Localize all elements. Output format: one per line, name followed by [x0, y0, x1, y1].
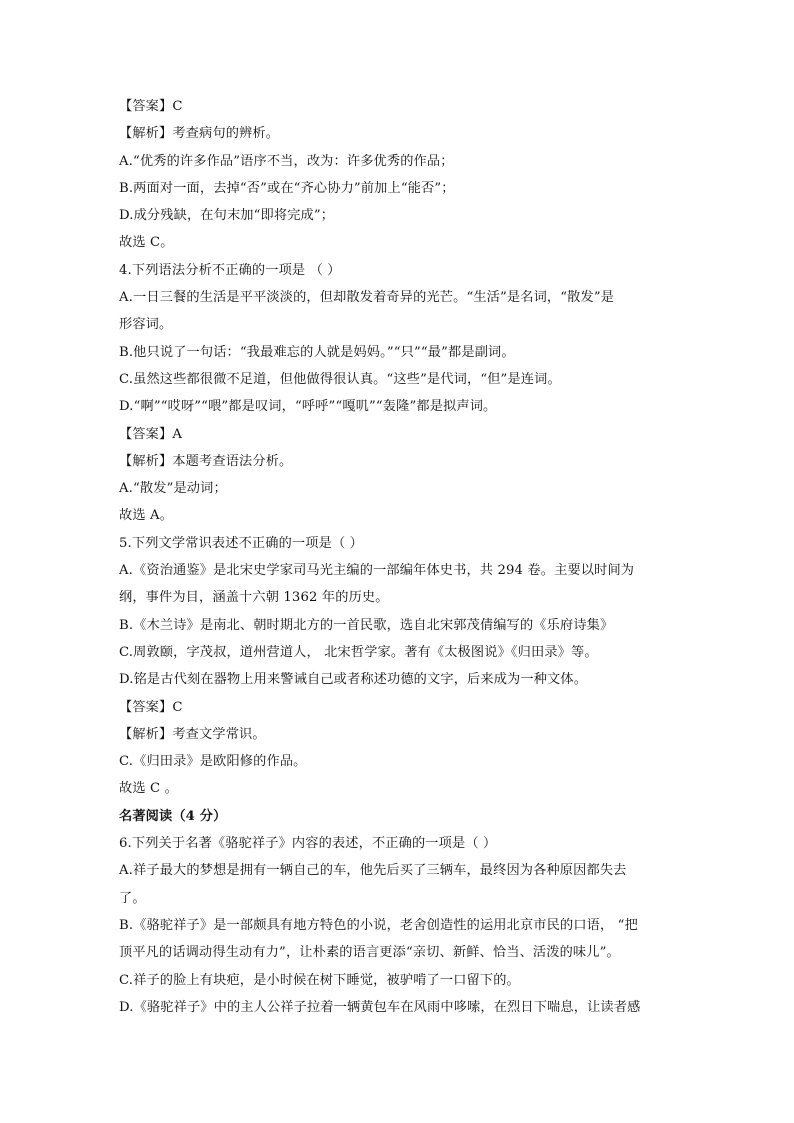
text-line: A.《资治通鉴》是北宋史学家司马光主编的一部编年体史书，共 294 卷。主要以时间为: [119, 563, 635, 579]
text-line: A.一日三餐的生活是平平淡淡的，但却散发着奇异的光芒。“生活”是名词，“散发”是: [119, 290, 615, 306]
text-line: 了。: [119, 890, 146, 906]
text-line: 6.下列关于名著《骆驼祥子》内容的表述，不正确的一项是（ ）: [119, 836, 497, 852]
text-line: D.成分残缺，在句末加“即将完成”；: [119, 208, 335, 224]
text-line: 5.下列文学常识表述不正确的一项是（ ）: [119, 535, 363, 551]
text-line: A.“优秀的许多作品”语序不当，改为：许多优秀的作品；: [119, 153, 454, 169]
section-heading: 名著阅读（4 分）: [119, 808, 227, 824]
text-line: 【解析】本题考查语法分析。: [119, 453, 293, 469]
text-line: 【解析】考查病句的辨析。: [119, 126, 280, 142]
text-line: 故选 C 。: [119, 781, 178, 797]
text-line: B.《骆驼祥子》是一部颇具有地方特色的小说，老舍创造性的运用北京市民的口语， “把: [119, 917, 638, 933]
text-line: 【解析】考查文学常识。: [119, 726, 266, 742]
text-line: D.“啊”“哎呀”“喂”都是叹词，“呼呼”“嘎叽”“轰隆”都是拟声词。: [119, 399, 497, 415]
text-line: 4.下列语法分析不正确的一项是 （ ）: [119, 262, 341, 278]
text-line: C.周敦颐，字茂叔，道州营道人， 北宋哲学家。著有《太极图说》《归田录》等。: [119, 644, 598, 660]
text-line: 【答案】C: [119, 99, 183, 114]
text-line: A.“散发”是动词；: [119, 481, 227, 497]
document-page: [119, 93, 679, 1021]
text-line: 【答案】A: [119, 426, 183, 442]
text-line: D.铭是古代刻在器物上用来警诫自己或者称述功德的文字，后来成为一种文体。: [119, 672, 588, 688]
text-line: C.祥子的脸上有块疤，是小时候在树下睡觉，被驴啃了一口留下的。: [119, 972, 520, 988]
text-line: C.虽然这些都很微不足道，但他做得很认真。“这些”是代词，“但”是连词。: [119, 371, 561, 387]
text-line: B.两面对一面，去掉“否”或在“齐心协力”前加上“能否”；: [119, 180, 455, 196]
text-line: 【答案】C: [119, 699, 183, 715]
text-line: 顶平凡的话调动得生动有力”，让朴素的语言更添“亲切、新鲜、恰当、活泼的味儿”。: [119, 945, 620, 961]
text-line: 形容词。: [119, 317, 173, 333]
text-line: 纲，事件为目，涵盖十六朝 1362 年的历史。: [119, 590, 389, 606]
text-line: A.祥子最大的梦想是拥有一辆自己的车，他先后买了三辆车，最终因为各种原因都失去: [119, 863, 627, 879]
text-line: B.他只说了一句话：“我最难忘的人就是妈妈。”“只”“最”都是副词。: [119, 344, 515, 360]
text-line: D.《骆驼祥子》中的主人公祥子拉着一辆黄包车在风雨中哆嗦，在烈日下喘息，让读者感: [119, 999, 641, 1015]
text-line: C.《归田录》是欧阳修的作品。: [119, 754, 307, 770]
text-line: B.《木兰诗》是南北、朝时期北方的一首民歌，选自北宋郭茂倩编写的《乐府诗集》: [119, 617, 614, 633]
text-line: 故选 C。: [119, 235, 174, 251]
text-line: 故选 A。: [119, 508, 174, 524]
